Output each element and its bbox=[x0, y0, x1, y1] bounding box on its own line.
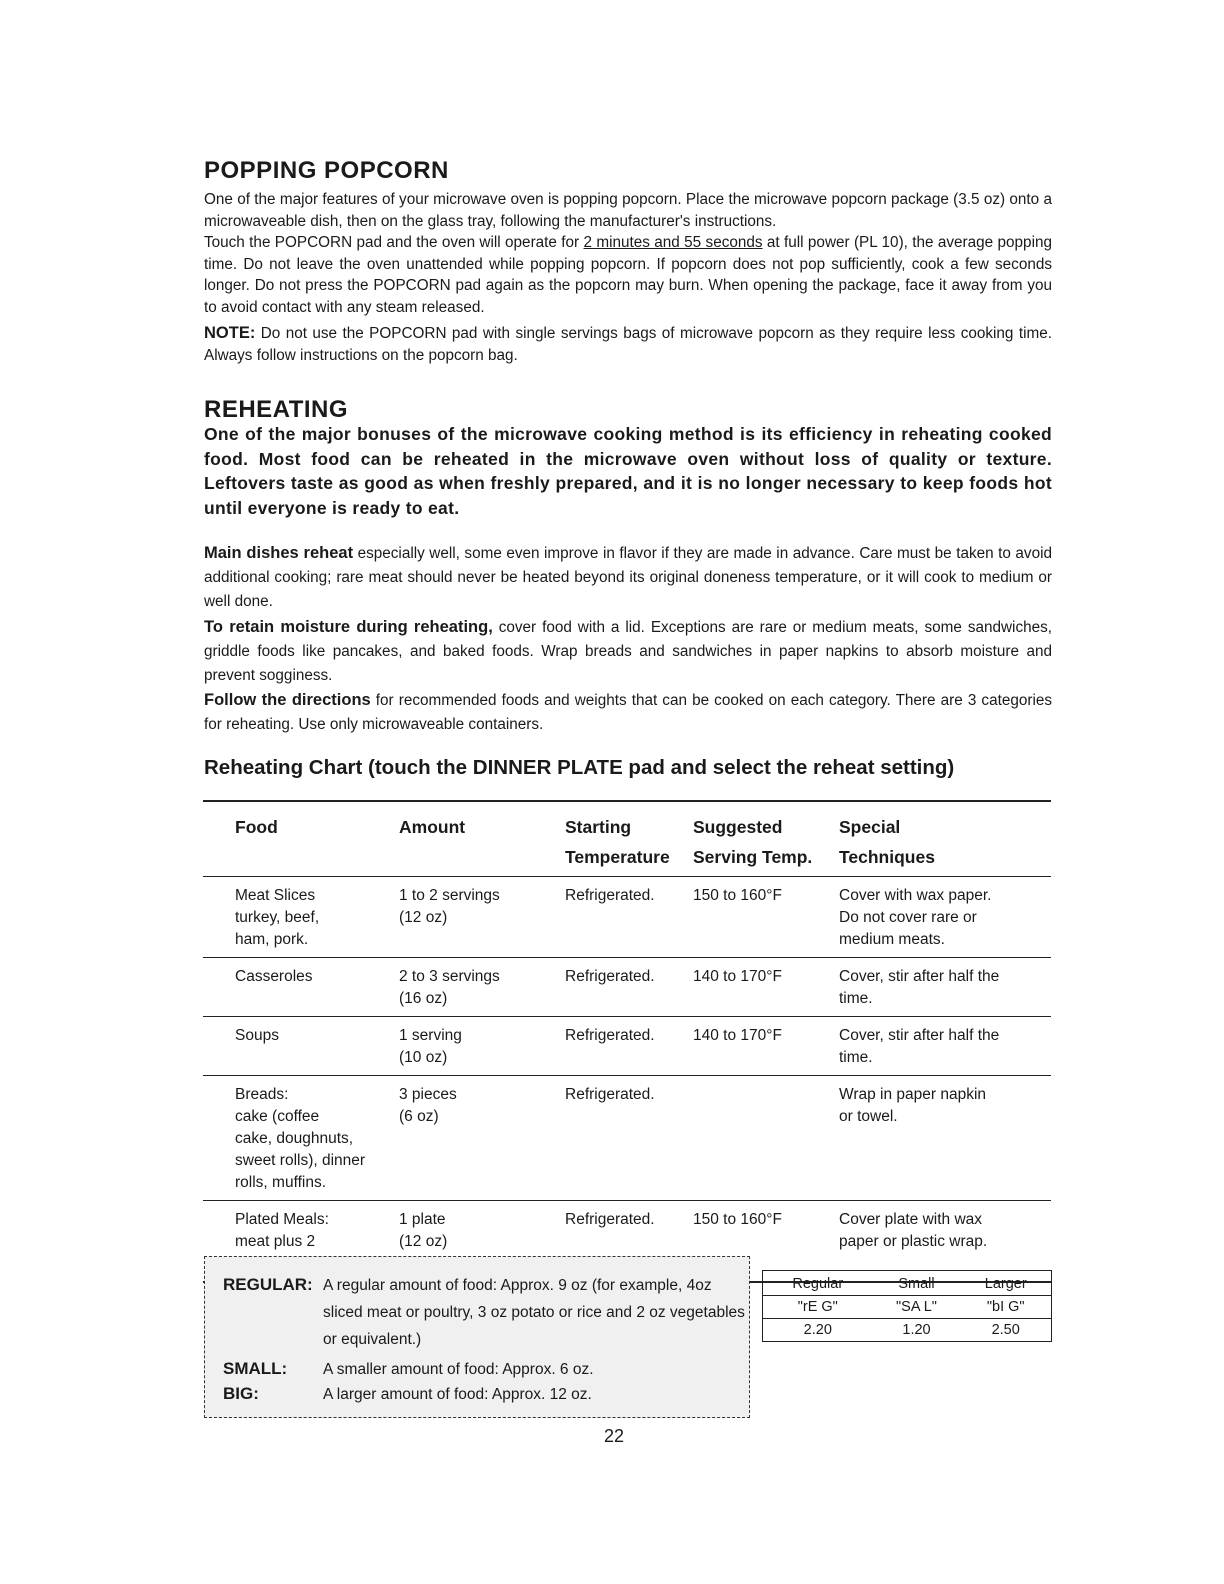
special-techniques-cell: Wrap in paper napkin or towel. bbox=[839, 1086, 987, 1125]
main-dishes-text: especially well, some even improve in flavor if they are made in advance. Care must be taken to avoid additional cooking; rare meat should never be heated beyond its original doneness temperature, or it will cook to medium or well done. bbox=[204, 545, 1052, 610]
serving-temp-cell: 140 to 170°F bbox=[693, 968, 782, 985]
moisture-text: cover food with a lid. Exceptions are rare or medium meats, some sandwiches, griddle foods like pancakes, and baked foods. Wrap breads and sandwiches in paper napkins to absorb moisture and prevent sogginess. bbox=[204, 619, 1053, 684]
chart-header-row bbox=[203, 801, 1051, 877]
small-label: SMALL: bbox=[223, 1359, 288, 1378]
amount-cell: 1 to 2 servings (12 oz) bbox=[399, 887, 500, 926]
display-value-small: 1.20 bbox=[902, 1322, 931, 1338]
display-value-larger: 2.50 bbox=[991, 1322, 1020, 1338]
amount-cell: 1 plate (12 oz) bbox=[399, 1211, 448, 1250]
starting-temp-cell: Refrigerated. bbox=[565, 887, 655, 904]
big-label: BIG: bbox=[223, 1384, 259, 1403]
special-techniques-cell: Cover, stir after half the time. bbox=[839, 1027, 1000, 1066]
header-amount: Amount bbox=[399, 817, 466, 837]
amount-cell: 3 pieces (6 oz) bbox=[399, 1086, 457, 1125]
popcorn-note bbox=[204, 323, 1052, 366]
display-code-small: "SA L" bbox=[873, 1296, 961, 1319]
display-code-larger: "bI G" bbox=[960, 1296, 1051, 1319]
regular-line-1: A regular amount of food: Approx. 9 oz (for example, 4oz bbox=[323, 1277, 712, 1294]
serving-temp-cell: 150 to 160°F bbox=[693, 887, 782, 904]
popcorn-note-label: NOTE: bbox=[204, 324, 256, 342]
special-techniques-cell: Cover plate with wax paper or plastic wrap. bbox=[839, 1211, 988, 1250]
reheating-heading: REHEATING bbox=[204, 396, 349, 423]
display-code-row bbox=[763, 1296, 1052, 1319]
display-header-small: Small bbox=[873, 1271, 961, 1296]
display-header-regular: Regular bbox=[763, 1271, 873, 1296]
starting-temp-cell: Refrigerated. bbox=[565, 1086, 655, 1103]
reheating-chart-table bbox=[203, 800, 1051, 1283]
starting-temp-cell: Refrigerated. bbox=[565, 1211, 655, 1228]
popcorn-time-highlight: 2 minutes and 55 seconds bbox=[583, 234, 763, 251]
table-row bbox=[203, 958, 1051, 1017]
table-row bbox=[203, 877, 1051, 958]
popcorn-heading: POPPING POPCORN bbox=[204, 157, 449, 184]
table-row bbox=[203, 1017, 1051, 1076]
popcorn-paragraph-1: One of the major features of your microwave oven is popping popcorn. Place the microwave popcorn package (3.5 oz) onto a microwaveable dish, then on the glass tray, following the manufacturer's instructions. bbox=[204, 191, 1052, 230]
main-dishes-label: Main dishes reheat bbox=[204, 544, 354, 562]
food-cell: Breads: cake (coffee cake, doughnuts, sweet rolls), dinner rolls, muffins. bbox=[235, 1086, 366, 1191]
regular-label: REGULAR: bbox=[223, 1275, 313, 1294]
popcorn-p2-before: Touch the POPCORN pad and the oven will operate for bbox=[204, 234, 584, 251]
regular-line-3: or equivalent.) bbox=[323, 1331, 422, 1348]
serving-temp-cell bbox=[693, 1076, 839, 1201]
page-number: 22 bbox=[604, 1426, 625, 1446]
table-row bbox=[203, 1076, 1051, 1201]
popcorn-p2-after: at full power (PL 10), the average popping time. Do not leave the oven unattended while popping popcorn. If popcorn does not pop sufficiently, cook a few seconds longer. Do not press the POPCORN pad again as the popcorn may burn. When opening the package, face it away from you to avoid contact with any steam released. bbox=[204, 234, 1052, 316]
amount-cell: 2 to 3 servings (16 oz) bbox=[399, 968, 500, 1007]
serving-temp-cell: 150 to 160°F bbox=[693, 1211, 782, 1228]
amount-cell: 1 serving (10 oz) bbox=[399, 1027, 462, 1066]
starting-temp-cell: Refrigerated. bbox=[565, 1027, 655, 1044]
header-starting-temperature: Starting Temperature bbox=[565, 817, 670, 867]
display-code-table bbox=[762, 1270, 1052, 1342]
food-cell: Soups bbox=[235, 1027, 279, 1044]
follow-label: Follow the directions bbox=[204, 691, 371, 709]
serving-temp-cell: 140 to 170°F bbox=[693, 1027, 782, 1044]
regular-line-2: sliced meat or poultry, 3 oz potato or rice and 2 oz vegetables bbox=[323, 1304, 745, 1321]
food-cell: Meat Slices turkey, beef, ham, pork. bbox=[235, 887, 320, 948]
big-text: A larger amount of food: Approx. 12 oz. bbox=[323, 1386, 592, 1403]
popcorn-paragraph-2 bbox=[204, 232, 1052, 318]
reheating-lead: One of the major bonuses of the microwave cooking method is its efficiency in reheating cooked food. Most food can be reheated in the microwave oven without loss of quality or texture. Leftovers taste as good as when freshly prepared, and it is no longer necessary to keep foods hot until everyone is ready to eat. bbox=[204, 424, 1052, 518]
special-techniques-cell: Cover with wax paper. Do not cover rare or medium meats. bbox=[839, 887, 992, 948]
size-definitions-box bbox=[204, 1256, 750, 1418]
display-header-larger: Larger bbox=[960, 1271, 1051, 1296]
reheating-main-dishes bbox=[204, 541, 1052, 614]
starting-temp-cell: Refrigerated. bbox=[565, 968, 655, 985]
display-value-regular: 2.20 bbox=[803, 1322, 832, 1338]
special-techniques-cell: Cover, stir after half the time. bbox=[839, 968, 1000, 1007]
display-code-regular: "rE G" bbox=[763, 1296, 873, 1319]
header-special-techniques: Special Techniques bbox=[839, 817, 935, 867]
reheating-moisture bbox=[204, 615, 1052, 688]
food-cell: Plated Meals: meat plus 2 bbox=[235, 1211, 329, 1250]
header-food: Food bbox=[235, 817, 278, 837]
moisture-label: To retain moisture during reheating, bbox=[204, 618, 493, 636]
popcorn-note-text: Do not use the POPCORN pad with single servings bags of microwave popcorn as they require less cooking time. Always follow instructions on the popcorn bag. bbox=[204, 325, 1052, 364]
follow-text: for recommended foods and weights that can be cooked on each category. There are 3 categories for reheating. Use only microwaveable containers. bbox=[204, 692, 1052, 733]
display-value-row bbox=[763, 1319, 1052, 1342]
reheating-follow bbox=[204, 688, 1052, 737]
reheating-chart-title: Reheating Chart (touch the DINNER PLATE pad and select the reheat setting) bbox=[204, 756, 955, 779]
display-header-row bbox=[763, 1271, 1052, 1296]
header-serving-temp: Suggested Serving Temp. bbox=[693, 817, 813, 867]
small-text: A smaller amount of food: Approx. 6 oz. bbox=[323, 1361, 594, 1378]
food-cell: Casseroles bbox=[235, 968, 313, 985]
